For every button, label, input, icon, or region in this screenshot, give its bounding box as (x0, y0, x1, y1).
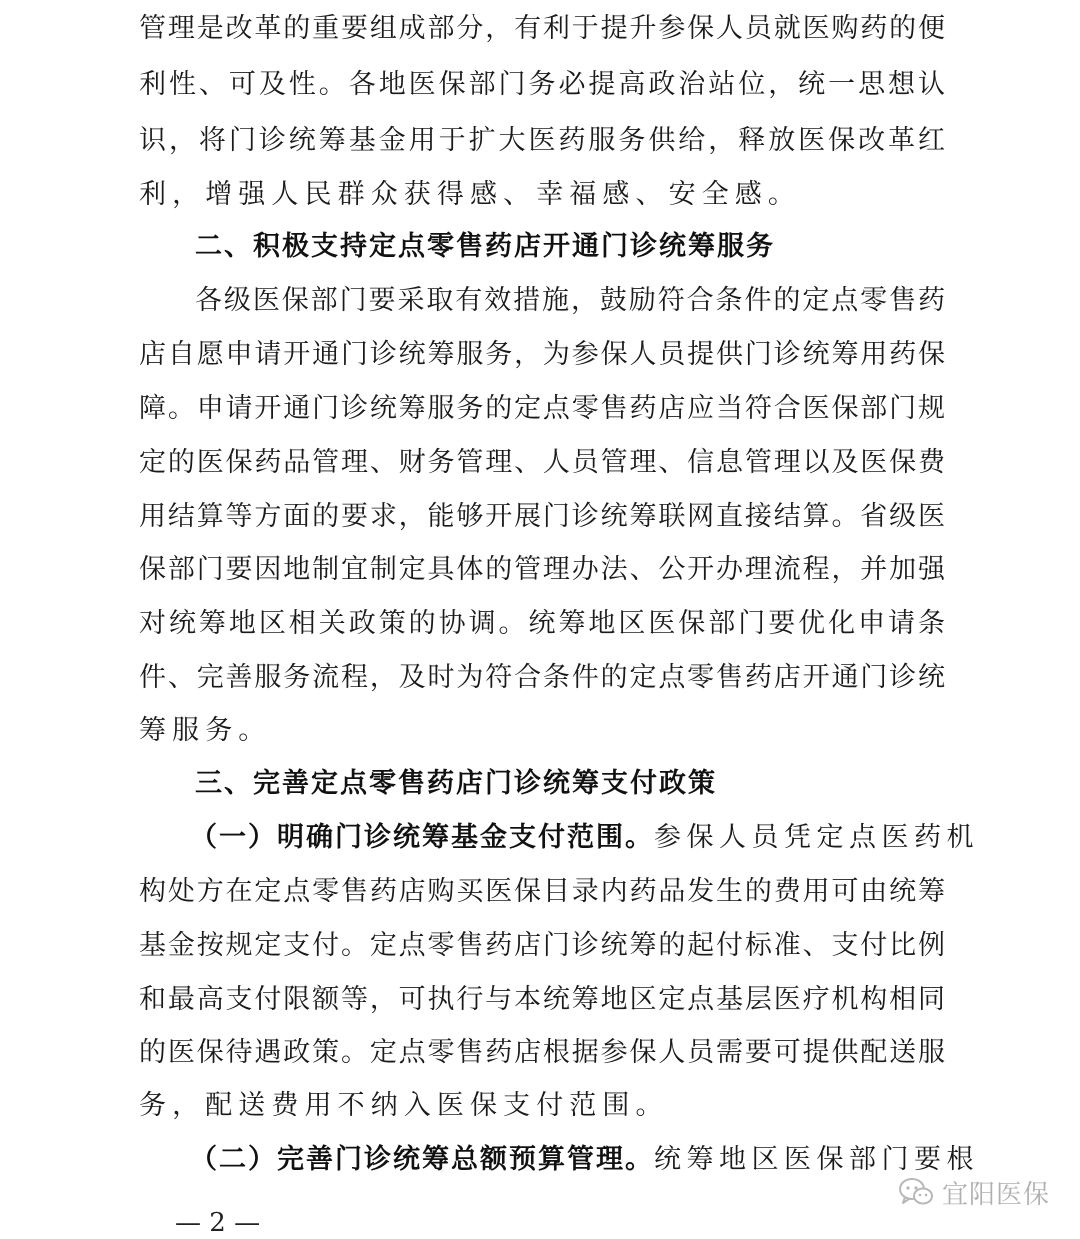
paragraph-line: 基金按规定支付。定点零售药店门诊统筹的起付标准、支付比例 (139, 930, 945, 961)
paragraph-line: 筹服务。 (139, 715, 272, 746)
paragraph-line: 利，增强人民群众获得感、幸福感、安全感。 (139, 179, 801, 210)
paragraph-line (190, 1143, 979, 1177)
paragraph-line: 构处方在定点零售药店购买医保目录内药品发生的费用可由统筹 (139, 876, 945, 907)
paragraph-line: 务，配送费用不纳入医保支付范围。 (139, 1090, 669, 1121)
paragraph-line: 店自愿申请开通门诊统筹服务，为参保人员提供门诊统筹用药保 (139, 339, 945, 370)
section-heading: 三、完善定点零售药店门诊统筹支付政策 (195, 768, 717, 799)
paragraph-line: 各级医保部门要采取有效措施，鼓励符合条件的定点零售药 (195, 285, 945, 316)
paragraph-line: 保部门要因地制宜制定具体的管理办法、公开办理流程，并加强 (139, 554, 945, 585)
paragraph-line: 利性、可及性。各地医保部门务必提高政治站位，统一思想认 (139, 69, 945, 100)
watermark (898, 1172, 1050, 1212)
wechat-icon (898, 1177, 934, 1207)
item-lead: （二）完善门诊统筹总额预算管理。 (190, 1144, 654, 1175)
paragraph-line: 对统筹地区相关政策的协调。统筹地区医保部门要优化申请条 (139, 608, 945, 639)
paragraph-line: 用结算等方面的要求，能够开展门诊统筹联网直接结算。省级医 (139, 501, 945, 532)
item-lead: （一）明确门诊统筹基金支付范围。 (190, 822, 654, 853)
paragraph-line: 件、完善服务流程，及时为符合条件的定点零售药店开通门诊统 (139, 662, 945, 693)
item-text: 参保人员凭定点医药机 (654, 822, 979, 853)
paragraph-line: 的医保待遇政策。定点零售药店根据参保人员需要可提供配送服 (139, 1037, 945, 1068)
page-number: — 2 — (175, 1208, 261, 1238)
paragraph-line: 和最高支付限额等，可执行与本统筹地区定点基层医疗机构相同 (139, 984, 945, 1015)
paragraph-line: 障。申请开通门诊统筹服务的定点零售药店应当符合医保部门规 (139, 393, 945, 424)
paragraph-line: 定的医保药品管理、财务管理、人员管理、信息管理以及医保费 (139, 447, 945, 478)
paragraph-line: 管理是改革的重要组成部分，有利于提升参保人员就医购药的便 (139, 13, 945, 44)
item-text: 统筹地区医保部门要根 (654, 1144, 979, 1175)
section-heading: 二、积极支持定点零售药店开通门诊统筹服务 (195, 231, 775, 262)
paragraph-line: 识，将门诊统筹基金用于扩大医药服务供给，释放医保改革红 (139, 125, 945, 156)
paragraph-line (190, 821, 979, 855)
watermark-text: 宜阳医保 (942, 1179, 1051, 1210)
